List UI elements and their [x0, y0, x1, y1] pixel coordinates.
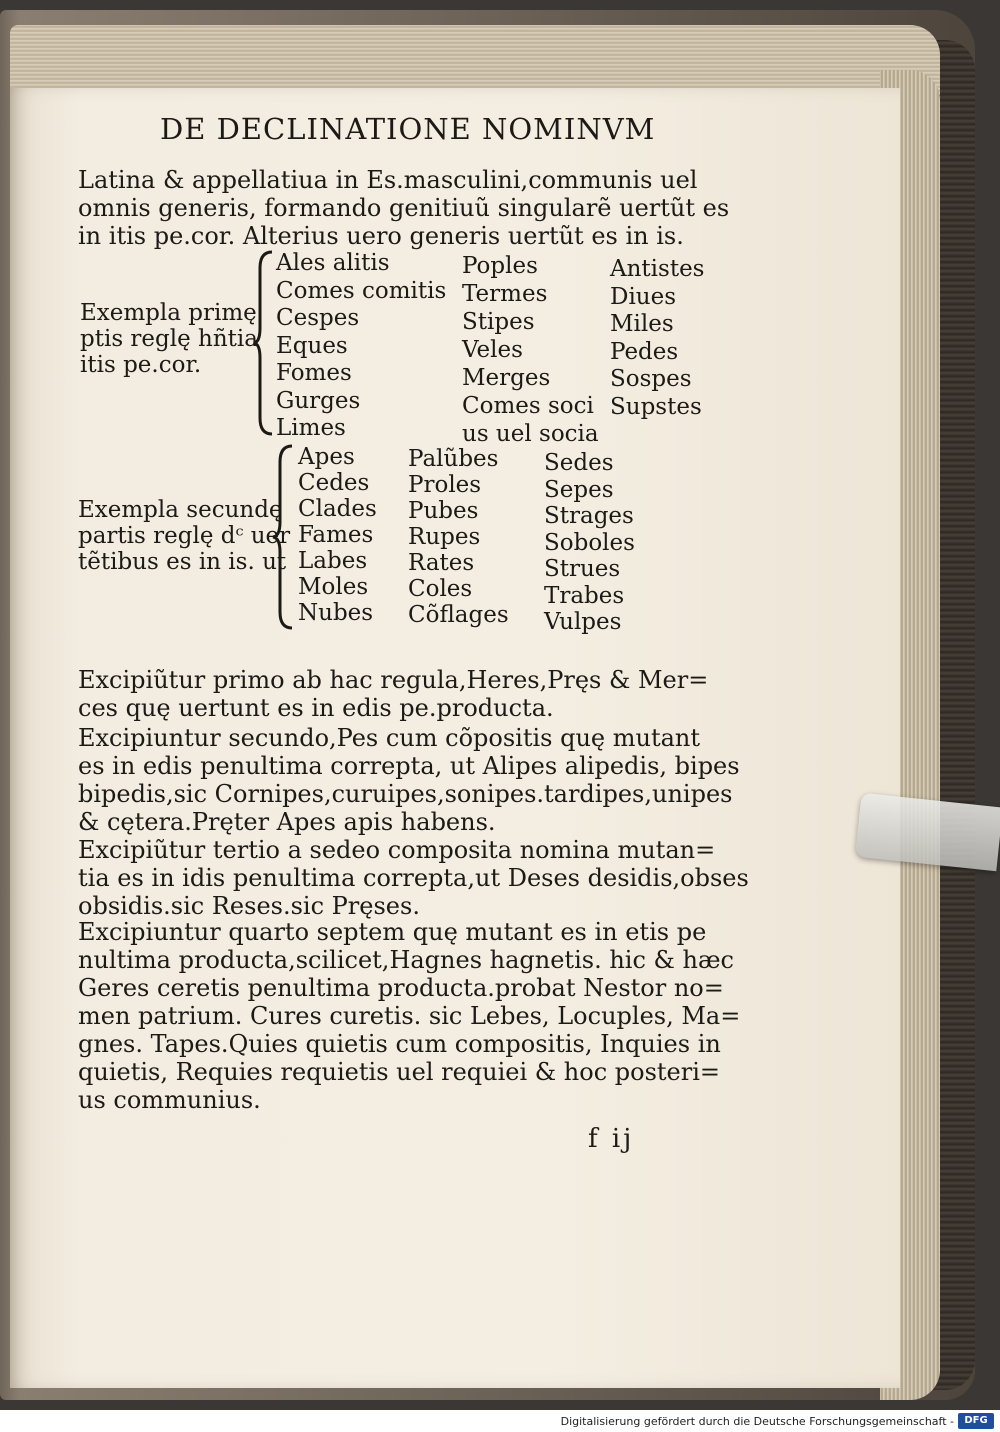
label-line: Exempla primę [80, 300, 257, 326]
word: Eques [276, 332, 348, 359]
text-line: Excipiuntur quarto septem quę mutant es in etis pe [78, 918, 707, 946]
word: Supstes [610, 393, 702, 420]
footer-credit: Digitalisierung gefördert durch die Deutsche Forschungsgemeinschaft - [560, 1415, 954, 1428]
text-line: nultima producta,scilicet,Hagnes hagnetis. hic & hæc [78, 946, 734, 974]
word: Sepes [544, 476, 614, 503]
word: Poples [462, 253, 538, 279]
word: Ales alitis [276, 250, 390, 276]
paragraph-3 [78, 836, 749, 920]
word: Cedes [298, 470, 370, 496]
text-line: quietis, Requies requietis uel requiei & hoc posteri= [78, 1058, 720, 1086]
word: Comes soci [462, 393, 594, 419]
example2-label [78, 497, 290, 575]
label-line: ptis reglę hñtia [80, 326, 258, 352]
word: Limes [276, 415, 346, 441]
paragraph-1 [78, 666, 718, 722]
intro-paragraph [78, 166, 730, 250]
text-line: in itis pe.cor. Alterius uero generis uertũt es in is. [78, 222, 684, 250]
word: Strues [544, 556, 621, 582]
label-line: itis pe.cor. [80, 352, 202, 378]
text-line: es in edis penultima correpta, ut Alipes alipedis, bipes [78, 752, 740, 780]
label-line: tẽtibus es in is. ut [78, 549, 287, 575]
example2-brace [270, 442, 296, 632]
running-head: DE DECLINATIONE NOMINVM [160, 112, 656, 146]
text-line: gnes. Tapes.Quies quietis cum compositis, Inquies in [78, 1030, 721, 1058]
word: Rupes [408, 524, 481, 550]
text-line: ces quę uertunt es in edis pe.producta. [78, 694, 554, 722]
text-line: Excipiuntur secundo,Pes cum cõpositis quę mutant [78, 724, 701, 752]
text-line: tia es in idis penultima correpta,ut Deses desidis,obses [78, 864, 749, 892]
word: Sospes [610, 366, 692, 392]
word: Merges [462, 365, 551, 391]
word: Gurges [276, 387, 361, 414]
word: Antistes [610, 256, 705, 282]
word: Apes [298, 444, 355, 470]
text-line: us communius. [78, 1086, 261, 1114]
example1-brace [252, 248, 276, 438]
example2-col1 [298, 444, 377, 626]
text-line: men patrium. Cures curetis. sic Lebes, Locuples, Ma= [78, 1002, 741, 1030]
word: Stipes [462, 309, 535, 335]
word: Trabes [544, 582, 625, 609]
example2-col3 [544, 450, 635, 636]
text-line: obsidis.sic Reses.sic Pręses. [78, 892, 420, 920]
word: Labes [298, 548, 368, 574]
word: Comes comitis [276, 277, 447, 304]
word: Moles [298, 574, 369, 600]
signature-mark: f ij [588, 1124, 635, 1154]
example1-col1 [276, 250, 446, 443]
word: Cõflages [408, 602, 509, 628]
word: Miles [610, 311, 674, 337]
example1-label [80, 300, 258, 378]
word: Sedes [544, 450, 614, 476]
example2-col2 [408, 446, 509, 628]
word: Coles [408, 576, 473, 602]
word: Cespes [276, 305, 360, 331]
word: us uel socia [462, 421, 599, 447]
page-stack-top-edge [10, 25, 940, 95]
example1-col2 [462, 252, 599, 448]
word: Pedes [610, 338, 679, 365]
word: Palũbes [408, 446, 499, 472]
paragraph-4 [78, 918, 741, 1114]
word: Diues [610, 283, 677, 310]
word: Rates [408, 550, 475, 576]
label-line: Exempla secundę [78, 497, 283, 523]
word: Veles [462, 337, 523, 363]
paragraph-2 [78, 724, 740, 836]
word: Nubes [298, 600, 374, 626]
text-line: & cętera.Pręter Apes apis habens. [78, 808, 496, 836]
word: Fames [298, 522, 374, 548]
text-line: Excipiũtur tertio a sedeo composita nomina mutan= [78, 836, 716, 864]
word: Soboles [544, 529, 635, 556]
text-line: Geres ceretis penultima producta.probat Nestor no= [78, 974, 724, 1002]
word: Proles [408, 472, 482, 498]
text-line: Excipiũtur primo ab hac regula,Heres,Pręs & Mer= [78, 666, 709, 694]
text-line: omnis generis, formando genitiuũ singularẽ uertũt es [78, 194, 730, 222]
word: Vulpes [544, 609, 622, 635]
word: Pubes [408, 498, 479, 524]
text-line: Latina & appellatiua in Es.masculini,communis uel [78, 166, 698, 194]
word: Strages [544, 503, 634, 529]
word: Fomes [276, 360, 352, 386]
word: Termes [462, 281, 548, 307]
example1-col3 [610, 256, 704, 421]
word: Clades [298, 496, 377, 522]
dfg-logo-icon: DFG [958, 1413, 994, 1429]
text-line: bipedis,sic Cornipes,curuipes,sonipes.tardipes,unipes [78, 780, 733, 808]
label-line: partis reglę dᶜ uer [78, 523, 291, 549]
